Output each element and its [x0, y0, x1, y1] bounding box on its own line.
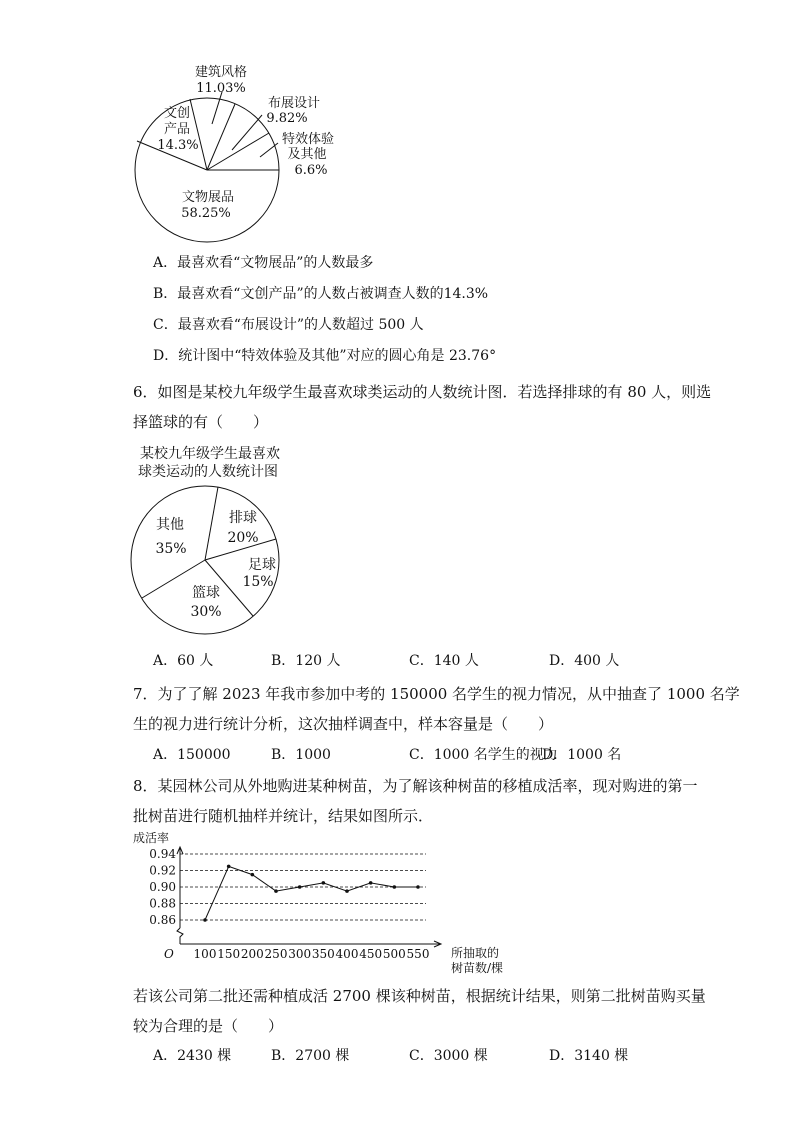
- q5-value-texiao: 6.6%: [294, 163, 328, 178]
- q6-value-paiqiu: 20%: [227, 530, 259, 546]
- q8-y-tick-label: 0.94: [149, 847, 176, 861]
- q8-option-d: D．3140 棵: [549, 1048, 629, 1064]
- q6-label-qita: 其他: [156, 517, 184, 533]
- q8-x-tick-label: 200: [240, 947, 264, 961]
- q8-after-line-2: 较为合理的是（ ）: [133, 1017, 284, 1035]
- q5-value-jianzhu: 11.03%: [196, 81, 246, 96]
- q5-option-c: C．最喜欢看“布展设计”的人数超过 500 人: [153, 317, 424, 333]
- q8-x-tick-label: 550: [406, 947, 430, 961]
- q8-y-axis-break: [177, 928, 183, 944]
- q8-xlabel-1: 所抽取的: [451, 946, 500, 960]
- q5-label-buzhan: 布展设计: [267, 96, 321, 111]
- q8-x-tick-label: 250: [264, 947, 288, 961]
- q5-value-wenwu: 58.25%: [181, 206, 231, 221]
- q7-stem-line-1: 7．为了了解 2023 年我市参加中考的 150000 名学生的视力情况，从中抽查了 1000 名学: [133, 685, 740, 703]
- q8-data-point: [203, 918, 207, 922]
- q6-stem-line-1: 6．如图是某校九年级学生最喜欢球类运动的人数统计图．若选择排球的有 80 人，则选: [133, 383, 712, 401]
- q8-y-tick-label: 0.86: [149, 913, 176, 927]
- q8-option-a: A．2430 棵: [153, 1048, 232, 1064]
- q8-after-line-1: 若该公司第二批还需种植成活 2700 棵该种树苗，根据统计结果，则第二批树苗购买量: [133, 987, 706, 1005]
- q5-value-buzhan: 9.82%: [266, 111, 308, 126]
- q6-stem-line-2: 择篮球的有（ ）: [133, 413, 269, 431]
- q7-option-a: A．150000: [153, 747, 231, 763]
- q6-option-b: B．120 人: [271, 653, 341, 669]
- q8-option-b: B．2700 棵: [271, 1048, 350, 1064]
- q8-gridlines: [180, 854, 426, 920]
- q8-xlabel-2: 树苗数/棵: [451, 961, 504, 975]
- q8-data-point: [274, 889, 278, 893]
- q8-y-tick-label: 0.90: [149, 880, 176, 894]
- q6-label-zuqiu: 足球: [248, 557, 276, 573]
- q5-value-wenchuang: 14.3%: [157, 138, 199, 153]
- q8-data-point: [298, 885, 302, 889]
- q8-stem-line-2: 批树苗进行随机抽样并统计，结果如图所示．: [133, 807, 434, 825]
- q5-label-texiao-1: 特效体验: [281, 132, 335, 147]
- q6-chart-title-1: 某校九年级学生最喜欢: [140, 446, 280, 462]
- q8-axes: [177, 847, 441, 947]
- q6-label-paiqiu: 排球: [229, 510, 257, 526]
- q5-label-wenwu: 文物展品: [181, 190, 235, 205]
- q5-label-wenchuang-1: 文创: [163, 106, 191, 121]
- q8-data-point: [416, 885, 420, 889]
- q6-value-zuqiu: 15%: [242, 574, 274, 590]
- q8-data-point: [369, 881, 373, 885]
- q8-x-tick-label: 450: [359, 947, 383, 961]
- q5-label-texiao-2: 及其他: [287, 147, 327, 162]
- q5-option-a: A．最喜欢看“文物展品”的人数最多: [153, 255, 374, 271]
- q5-label-wenchuang-2: 产品: [163, 122, 191, 137]
- q8-data-point: [393, 885, 397, 889]
- q8-points: [203, 865, 420, 922]
- q8-x-tick-label: 300: [288, 947, 312, 961]
- q8-y-ticks: [149, 847, 176, 927]
- q8-data-point: [322, 881, 326, 885]
- q7-stem-line-2: 生的视力进行统计分析，这次抽样调查中，样本容量是（ ）: [133, 715, 554, 733]
- q5-option-d: D．统计图中“特效体验及其他”对应的圆心角是 23.76°: [153, 348, 497, 364]
- q7-option-d: D．1000 名: [542, 747, 622, 763]
- q8-x-ticks: [194, 947, 430, 961]
- q8-series-line: [205, 866, 418, 920]
- q8-x-tick-label: 150: [217, 947, 241, 961]
- q6-value-lanqiu: 30%: [190, 604, 222, 620]
- q8-x-tick-label: 500: [382, 947, 406, 961]
- q8-x-tick-label: 400: [335, 947, 359, 961]
- q8-stem-line-1: 8．某园林公司从外地购进某种树苗，为了解该种树苗的移植成活率，现对购进的第一: [133, 777, 698, 795]
- q6-chart-title-2: 球类运动的人数统计图: [138, 464, 278, 480]
- q8-x-tick-label: 100: [193, 947, 217, 961]
- q7-option-b: B．1000: [271, 747, 331, 763]
- q6-value-qita: 35%: [155, 541, 187, 557]
- q8-option-c: C．3000 棵: [409, 1048, 488, 1064]
- q8-y-tick-label: 0.88: [149, 896, 176, 911]
- q8-y-tick-label: 0.92: [149, 863, 176, 878]
- q8-ylabel: 成活率: [133, 831, 170, 845]
- q7-option-c: C．1000 名学生的视力: [409, 747, 558, 763]
- q6-option-d: D．400 人: [549, 653, 620, 669]
- q8-data-point: [345, 889, 349, 893]
- q6-option-c: C．140 人: [409, 653, 479, 669]
- q8-origin-label: O: [164, 947, 174, 961]
- q6-label-lanqiu: 篮球: [192, 585, 220, 601]
- q8-data-point: [227, 865, 231, 869]
- q6-option-a: A．60 人: [153, 653, 214, 669]
- q5-option-b: B．最喜欢看“文创产品”的人数占被调查人数的14.3%: [153, 286, 489, 302]
- q8-x-tick-label: 350: [311, 947, 335, 961]
- q8-data-point: [251, 873, 255, 877]
- q5-label-jianzhu: 建筑风格: [194, 65, 248, 80]
